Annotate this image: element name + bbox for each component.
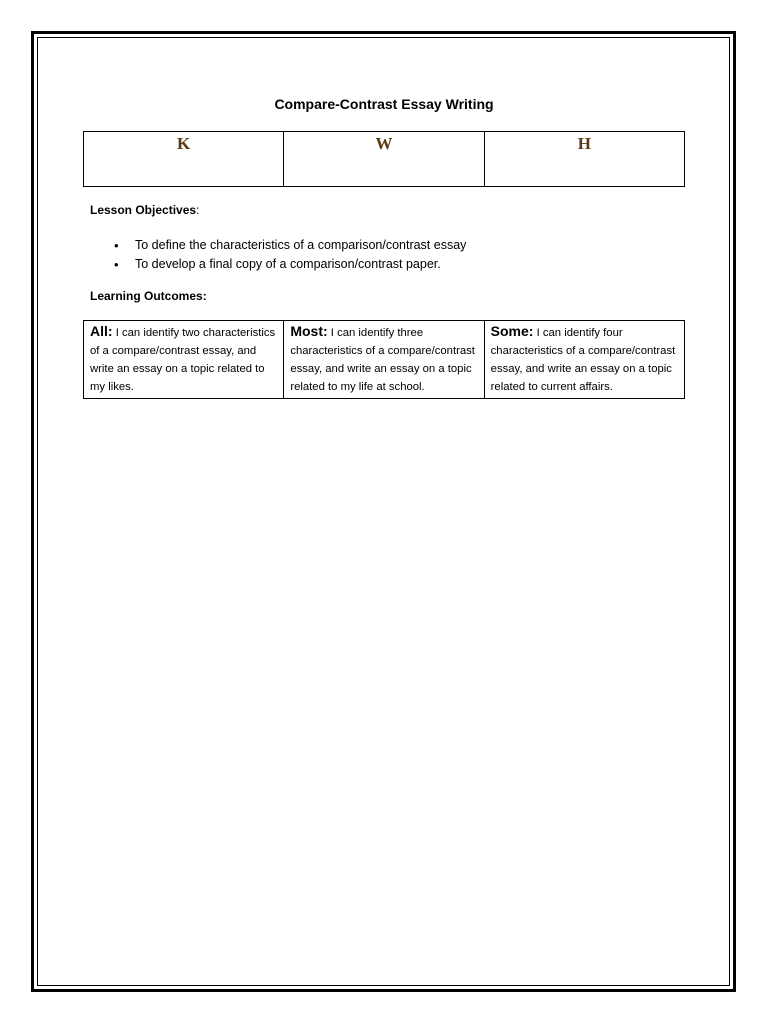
outcome-text-most: I can identify three characteristics of a compare/contrast essay, and write an essay on a topic related to my life at school. (290, 327, 475, 393)
outcome-level-most: Most: (290, 323, 328, 339)
lesson-objectives-heading (90, 203, 199, 217)
page-title: Compare-Contrast Essay Writing (274, 96, 494, 112)
kwh-cell-k: K (84, 132, 284, 187)
list-item: • To develop a final copy of a comparison/contrast paper. (135, 255, 466, 274)
outcome-cell-all (84, 321, 284, 399)
learning-outcomes-heading: Learning Outcomes: (90, 289, 207, 303)
outcome-cell-most (284, 321, 484, 399)
outcome-level-all: All: (90, 323, 113, 339)
outcome-cell-some (484, 321, 684, 399)
lesson-objectives-label: Lesson Objectives (90, 203, 197, 217)
list-item: • To define the characteristics of a comparison/contrast essay (135, 236, 466, 255)
kwh-cell-w: W (284, 132, 484, 187)
kwh-cell-h: H (484, 132, 684, 187)
outcome-text-all: I can identify two characteristics of a compare/contrast essay, and write an essay on a topic related to my likes. (90, 327, 276, 393)
table-row (84, 321, 685, 399)
kwh-table (83, 131, 685, 187)
outcome-text-some: I can identify four characteristics of a compare/contrast essay, and write an essay on a topic related to current affairs. (490, 327, 676, 393)
learning-outcomes-table (83, 320, 685, 399)
lesson-objectives-colon: : (196, 203, 200, 217)
outcome-level-some: Some: (490, 323, 534, 339)
lesson-objectives-list (90, 236, 466, 274)
kwh-header-row (84, 132, 685, 187)
